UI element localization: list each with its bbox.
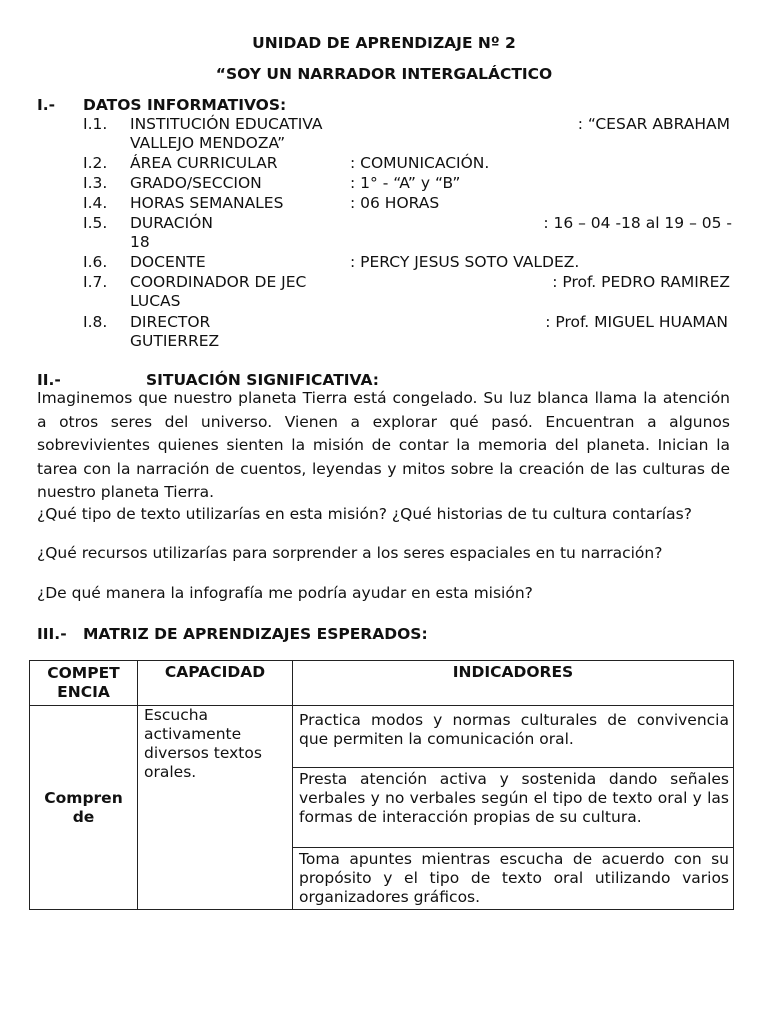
info-label: GRADO/SECCION [130, 174, 262, 192]
info-value: : Prof. PEDRO RAMIREZ [552, 273, 730, 291]
section1-number: I.- [37, 96, 56, 114]
section3-title: MATRIZ DE APRENDIZAJES ESPERADOS: [83, 625, 428, 643]
indicador-3: Toma apuntes mientras escucha de acuerdo con su propósito y el tipo de texto oral utilizando varios organizadores gráficos. [293, 848, 734, 910]
expected-learning-matrix [29, 660, 734, 910]
info-value-continued: VALLEJO MENDOZA” [130, 134, 286, 152]
info-num: I.2. [83, 154, 108, 172]
info-num: I.5. [83, 214, 108, 232]
info-num: I.6. [83, 253, 108, 271]
header-indicadores: INDICADORES [293, 661, 734, 706]
info-label: ÁREA CURRICULAR [130, 154, 278, 172]
info-num: I.8. [83, 313, 108, 331]
info-value: : 06 HORAS [350, 194, 440, 212]
unit-subtitle: “SOY UN NARRADOR INTERGALÁCTICO [215, 65, 553, 83]
info-value-continued: GUTIERREZ [130, 332, 220, 350]
info-num: I.3. [83, 174, 108, 192]
info-value-continued: 18 [130, 233, 150, 251]
info-label: DIRECTOR [130, 313, 211, 331]
capacidad-cell: Escucha activamente diversos textos orales. [138, 706, 293, 910]
info-label: COORDINADOR DE JEC [130, 273, 307, 291]
header-competencia: COMPET ENCIA [30, 661, 138, 706]
question-1: ¿Qué tipo de texto utilizarías en esta misión? ¿Qué historias de tu cultura contarías? [37, 505, 692, 523]
header-capacidad: CAPACIDAD [138, 661, 293, 706]
info-value: : 1° - “A” y “B” [350, 174, 461, 192]
section2-title: SITUACIÓN SIGNIFICATIVA: [146, 371, 379, 389]
situation-text: Imaginemos que nuestro planeta Tierra está congelado. Su luz blanca llama la atención a otros seres del universo. Vienen a explorar qué pasó. Encuentran a algunos sobrevivientes quienes sienten la misión de contar la memoria del planeta. Inician la tarea con la narración de cuentos, leyendas y mitos sobre la creación de las culturas de nuestro planeta Tierra. [37, 389, 730, 501]
section3-number: III.- [37, 625, 67, 643]
info-num: I.4. [83, 194, 108, 212]
info-value: : “CESAR ABRAHAM [577, 115, 730, 133]
info-value: : Prof. MIGUEL HUAMAN [545, 313, 728, 331]
info-value: : PERCY JESUS SOTO VALDEZ. [350, 253, 580, 271]
indicador-2: Presta atención activa y sostenida dando señales verbales y no verbales según el tipo de texto oral y las formas de interacción propias de su cultura. [293, 768, 734, 848]
info-label: DURACIÓN [130, 214, 213, 232]
competencia-cell: Compren de [30, 706, 138, 910]
info-num: I.1. [83, 115, 108, 133]
info-value-continued: LUCAS [130, 292, 181, 310]
table-row [30, 706, 734, 768]
question-3: ¿De qué manera la infografía me podría ayudar en esta misión? [37, 584, 533, 602]
info-label: DOCENTE [130, 253, 206, 271]
info-label: INSTITUCIÓN EDUCATIVA [130, 115, 323, 133]
unit-title: UNIDAD DE APRENDIZAJE Nº 2 [252, 34, 516, 52]
indicador-1: Practica modos y normas culturales de convivencia que permiten la comunicación oral. [293, 706, 734, 768]
info-value: : 16 – 04 -18 al 19 – 05 - [543, 214, 732, 232]
question-2: ¿Qué recursos utilizarías para sorprender a los seres espaciales en tu narración? [37, 544, 663, 562]
section2-number: II.- [37, 371, 61, 389]
table-header-row [30, 661, 734, 706]
section1-title: DATOS INFORMATIVOS: [83, 96, 287, 114]
situation-paragraph [37, 387, 730, 505]
info-label: HORAS SEMANALES [130, 194, 284, 212]
info-num: I.7. [83, 273, 108, 291]
info-value: : COMUNICACIÓN. [350, 154, 490, 172]
